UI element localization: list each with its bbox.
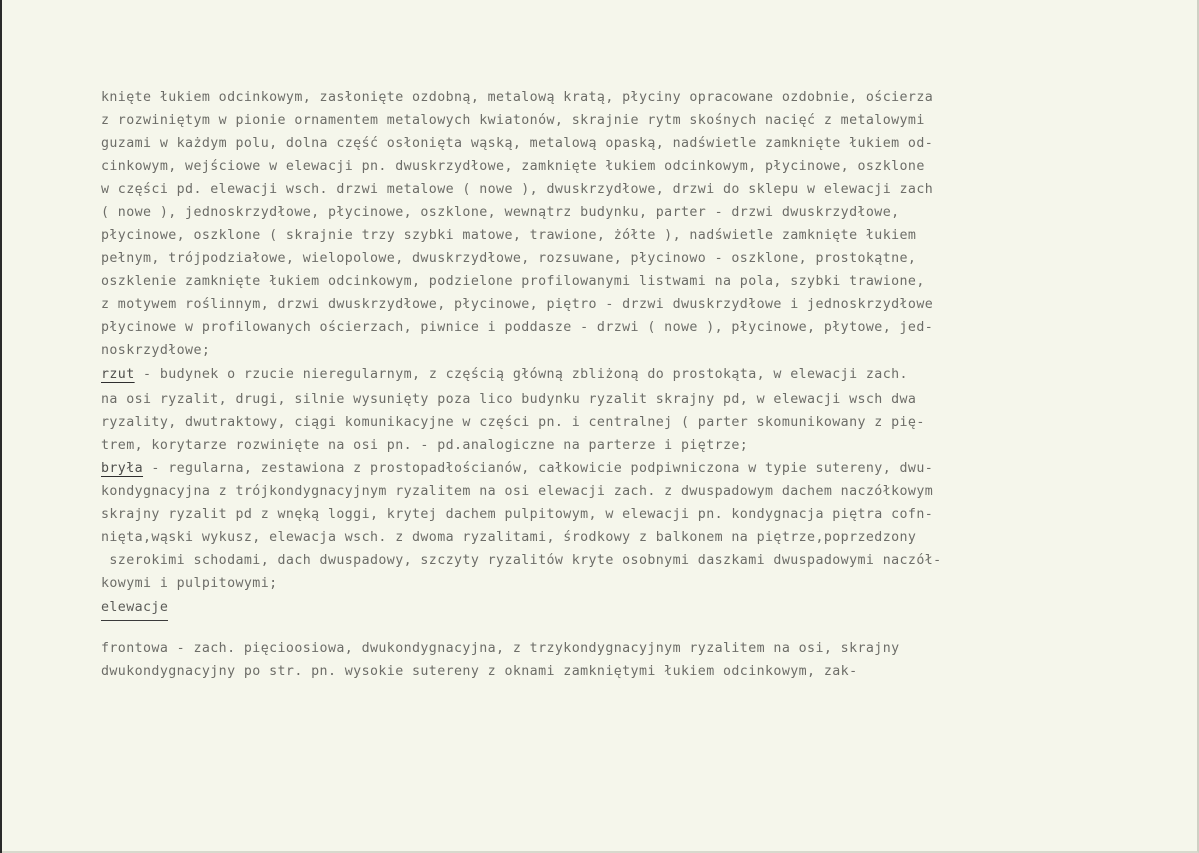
text-line: z rozwiniętym w pionie ornamentem metalowych kwiatonów, skrajnie rytm skośnych nacięć z metalowymi [101,113,925,128]
text-line: płycinowe, oszklone ( skrajnie trzy szybki matowe, trawione, żółte ), nadświetle zamknięte łukiem [101,228,917,243]
text-line: oszklenie zamknięte łukiem odcinkowym, podzielone profilowanymi listwami na pola, szybki trawione, [101,274,925,289]
section-gap [101,621,1101,637]
text-line: szerokimi schodami, dach dwuspadowy, szczyty ryzalitów kryte osobnymi daszkami dwuspadowymi naczół- [101,553,942,568]
text-line: cinkowym, wejściowe w elewacji pn. dwuskrzydłowe, zamknięte łukiem odcinkowym, płycinowe, oszklone [101,159,925,174]
rzut-term: rzut [101,367,135,382]
text-line: ryzality, dwutraktowy, ciągi komunikacyjne w części pn. i centralnej ( parter skomunikowany z pię- [101,415,925,430]
text-line: noskrzydłowe; [101,343,211,358]
text-line: knięte łukiem odcinkowym, zasłonięte ozdobną, metalową kratą, płyciny opracowane ozdobnie, ościerza [101,90,934,105]
text-line: dwukondygnacyjny po str. pn. wysokie sutereny z oknami zamkniętymi łukiem odcinkowym, zak- [101,664,858,679]
text-line: kondygnacyjna z trójkondygnacyjnym ryzalitem na osi elewacji zach. z dwuspadowym dachem naczółkowym [101,484,934,499]
rzut-text: - budynek o rzucie nieregularnym, z częścią główną zbliżoną do prostokąta, w elewacji zach. [134,367,908,382]
text-line: skrajny ryzalit pd z wnęką loggi, krytej dachem pulpitowym, w elewacji pn. kondygnacja piętra cofn- [101,507,934,522]
page-left-edge [0,0,2,853]
document-body [101,86,1101,683]
text-line: w części pd. elewacji wsch. drzwi metalowe ( nowe ), dwuskrzydłowe, drzwi do sklepu w elewacji zach [101,182,934,197]
text-line: pełnym, trójpodziałowe, wielopolowe, dwuskrzydłowe, rozsuwane, płycinowo - oszklone, prostokątne, [101,251,917,266]
text-line: trem, korytarze rozwinięte na osi pn. - pd.analogiczne na parterze i piętrze; [101,438,749,453]
bryla-first-line [101,457,1101,480]
text-line: na osi ryzalit, drugi, silnie wysunięty poza lico budynku ryzalit skrajny pd, w elewacji wsch dwa [101,392,917,407]
text-line: guzami w każdym polu, dolna część osłonięta wąską, metalową opaską, nadświetle zamknięte łukiem od- [101,136,934,151]
bryla-text: - regularna, zestawiona z prostopadłościanów, całkowicie podpiwniczona w typie sutereny, dwu- [143,461,934,476]
elewacje-heading: elewacje [101,598,168,621]
text-line: frontowa - zach. pięcioosiowa, dwukondygnacyjna, z trzykondygnacyjnym ryzalitem na osi, skrajny [101,641,900,656]
bryla-term: bryła [101,461,144,476]
text-line: płycinowe w profilowanych ościerzach, piwnice i poddasze - drzwi ( nowe ), płycinowe, płytowe, jed- [101,320,934,335]
elewacje-heading-line [101,595,1101,621]
text-line: nięta,wąski wykusz, elewacja wsch. z dwoma ryzalitami, środkowy z balkonem na piętrze,poprzedzony [101,530,917,545]
rzut-first-line [101,362,1101,388]
text-line: z motywem roślinnym, drzwi dwuskrzydłowe, płycinowe, piętro - drzwi dwuskrzydłowe i jednoskrzydłowe [101,297,934,312]
text-line: kowymi i pulpitowymi; [101,576,278,591]
text-line: ( nowe ), jednoskrzydłowe, płycinowe, oszklone, wewnątrz budynku, parter - drzwi dwuskrzydłowe, [101,205,900,220]
